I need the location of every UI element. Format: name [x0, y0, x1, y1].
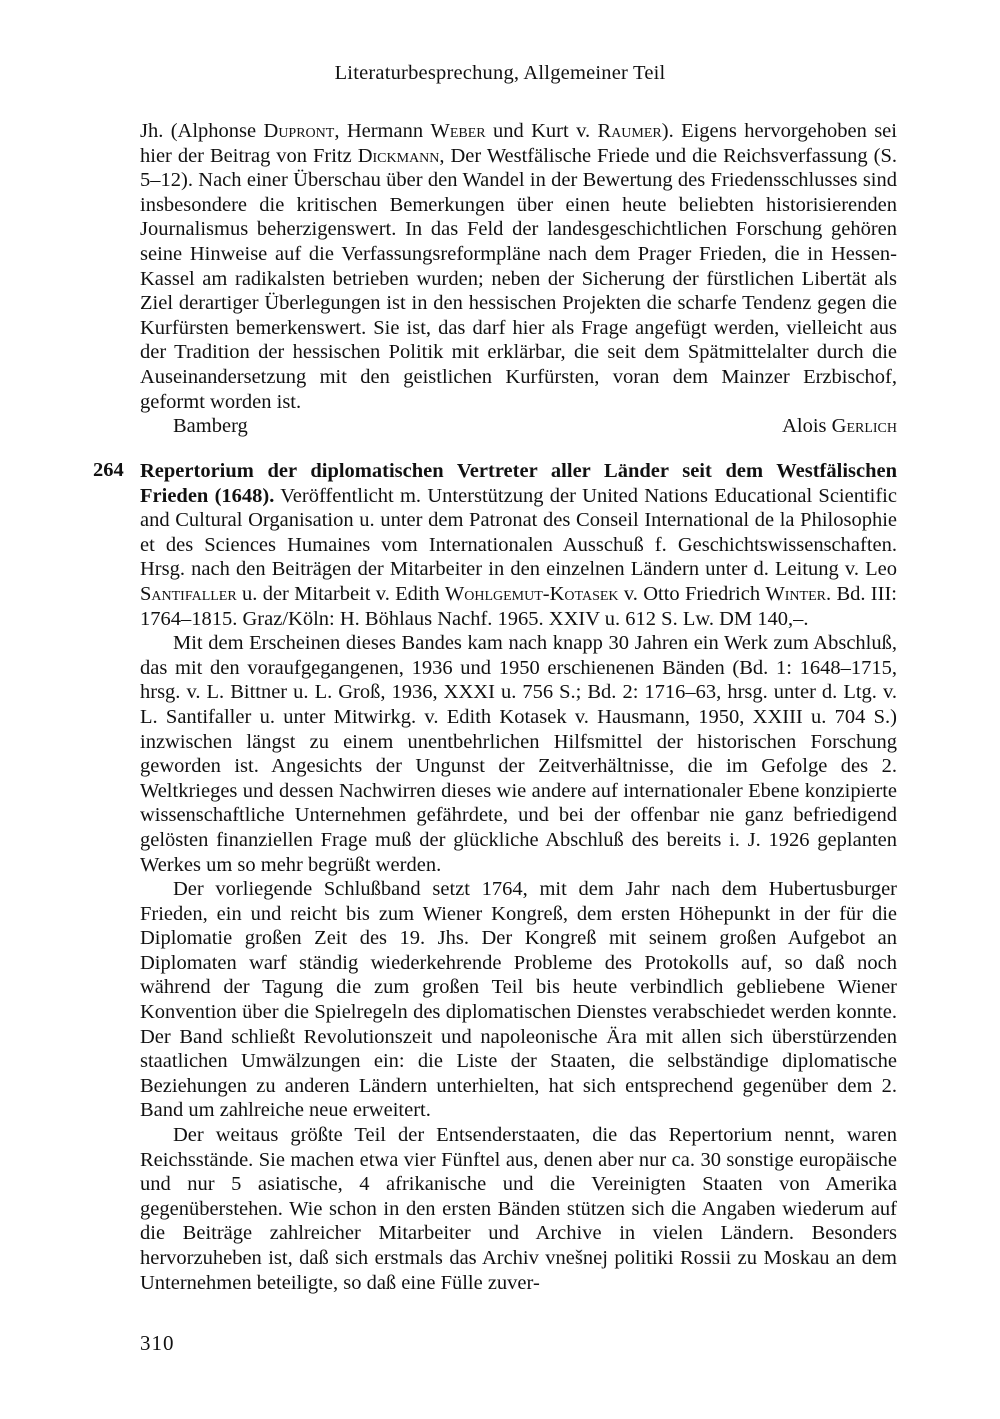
review-place: Bamberg	[173, 415, 248, 438]
entry-number: 264	[93, 459, 124, 481]
editor-name: Wohlgemut-Kotasek	[444, 582, 619, 605]
entry-title: Repertorium der diplomatischen Vertreter aller Länder seit dem Westfälischen Frieden (1648).	[140, 460, 897, 507]
review-continuation	[140, 119, 897, 439]
author-name: Raumer	[597, 120, 662, 142]
review-signature	[140, 414, 897, 439]
author-name: Dupront	[263, 120, 335, 142]
body-paragraph: Der vorliegende Schlußband setzt 1764, mit dem Jahr nach dem Hubertusburger Frieden, ein und reicht bis zum Wiener Kongreß, dem ersten Höhepunkt in der für die Diplomatie großen Zeit des 19. Jhs. Der Kongreß mit seinem großen Aufgebot an Diplomaten warf ständig wiederkehrende Probleme des Protokolls auf, so daß noch während der Tagung die zum großen Teil bis heute verbindlich gebliebene Wiener Konvention über die Spielregeln des diplomatischen Dienstes verabschiedet werden konnte. Der Band schließt Revolutionszeit und napoleonische Ära mit allen sich überstürzenden staatlichen Umwälzungen ein: die Liste der Staaten, die selbständige diplomatische Beziehungen zu anderen Ländern unterhielten, hat sich entsprechend gegenüber dem 2. Band um zahlreiche neue erweitert.	[140, 878, 897, 1122]
editor-name: Winter	[765, 582, 826, 605]
review-paragraph: Jh. (Alphonse Dupront, Hermann Weber und Kurt v. Raumer). Eigens hervorgehoben sei hier der Beitrag von Fritz Dickmann, Der Westfälische Friede und die Reichsverfassung (S. 5–12). Nach einer Überschau über den Wandel in der Bewertung des Friedensschlusses sind insbesondere die kritischen Bemerkungen über einen heute beliebten historisierenden Journalismus beherzigenswert. In das Feld der landesgeschichtlichen Forschung gehören seine Hinweise auf die Verfassungsreformpläne nach dem Prager Frieden, die in Hessen-Kassel am radikalsten betrieben wurden; neben der Sicherung der fürstlichen Libertät als Ziel derartiger Überlegungen ist in den hessischen Projekten die scharfe Tendenz gegen die Kurfürsten bemerkenswert. Sie ist, das darf hier als Frage angefügt werden, vielleicht aus der Tradition der hessischen Politik mit erklärbar, die seit dem Spätmittelalter durch die Auseinandersetzung mit den geistlichen Kurfürsten, voran dem Mainzer Erzbischof, geformt worden ist.	[140, 120, 898, 413]
author-name: Dickmann	[357, 144, 440, 167]
page-number: 310	[140, 1331, 175, 1355]
reviewer-name: Alois Gerlich	[782, 415, 897, 438]
entry-citation: Repertorium der diplomatischen Vertreter aller Länder seit dem Westfälischen Frieden (1648). Veröffentlicht m. Unterstützung der United Nations Educational Scientific and Cultural Organisation u. unter dem Patronat des Conseil International de la Philosophie et des Sciences Humaines vom Internationalen Ausschuß f. Geschichtswissenschaften. Hrsg. nach den Beiträgen der Mitarbeiter in den einzelnen Ländern unter d. Leitung v. Leo Santifaller u. der Mitarbeit v. Edith Wohlgemut-Kotasek v. Otto Friedrich Winter. Bd. III: 1764–1815. Graz/Köln: H. Böhlaus Nachf. 1965. XXIV u. 612 S. Lw. DM 140,–.	[140, 460, 897, 630]
body-paragraph: Der weitaus größte Teil der Entsenderstaaten, die das Repertorium nennt, waren Reichsstände. Sie machen etwa vier Fünftel aus, denen aber nur ca. 30 sonstige europäische und nur 5 asiatische, 4 afrikanische und die Vereinigten Staaten von Amerika gegenüberstehen. Wie schon in den ersten Bänden stützen sich die Angaben wiederum auf die Beiträge zahlreicher Mitarbeiter und Archive in vielen Ländern. Besonders hervorzuheben ist, daß sich erstmals das Archiv vnešnej politiki Rossii zu Moskau an dem Unternehmen beteiligte, so daß eine Fülle zuver-	[140, 1124, 897, 1294]
author-name: Weber	[430, 120, 486, 142]
running-head: Literaturbesprechung, Allgemeiner Teil	[334, 62, 666, 84]
editor-name: Santifaller	[140, 582, 237, 605]
body-paragraph: Mit dem Erscheinen dieses Bandes kam nach knapp 30 Jahren ein Werk zum Abschluß, das mit den voraufgegangenen, 1936 und 1950 erschienenen Bänden (Bd. 1: 1648–1715, hrsg. v. L. Bittner u. L. Groß, 1936, XXXI u. 756 S.; Bd. 2: 1716–63, hrsg. unter d. Ltg. v. L. Santifaller u. unter Mitwirkg. v. Edith Kotasek v. Hausmann, 1950, XXIII u. 704 S.) inzwischen längst zu einem unentbehrlichen Hilfsmittel der historischen Forschung geworden ist. Angesichts der Ungunst der Zeitverhältnisse, die im Gefolge des 2. Weltkrieges und dessen Nachwirren dieses wie andere auf internationaler Ebene konzipierte wissenschaftliche Unternehmen gefährdete, und bei der offenbar nie ganz befriedigend gelösten finanziellen Frage muß der glückliche Abschluß des bereits i. J. 1926 geplanten Werkes um so mehr begrüßt werden.	[140, 632, 897, 876]
entry-264	[140, 459, 897, 1295]
